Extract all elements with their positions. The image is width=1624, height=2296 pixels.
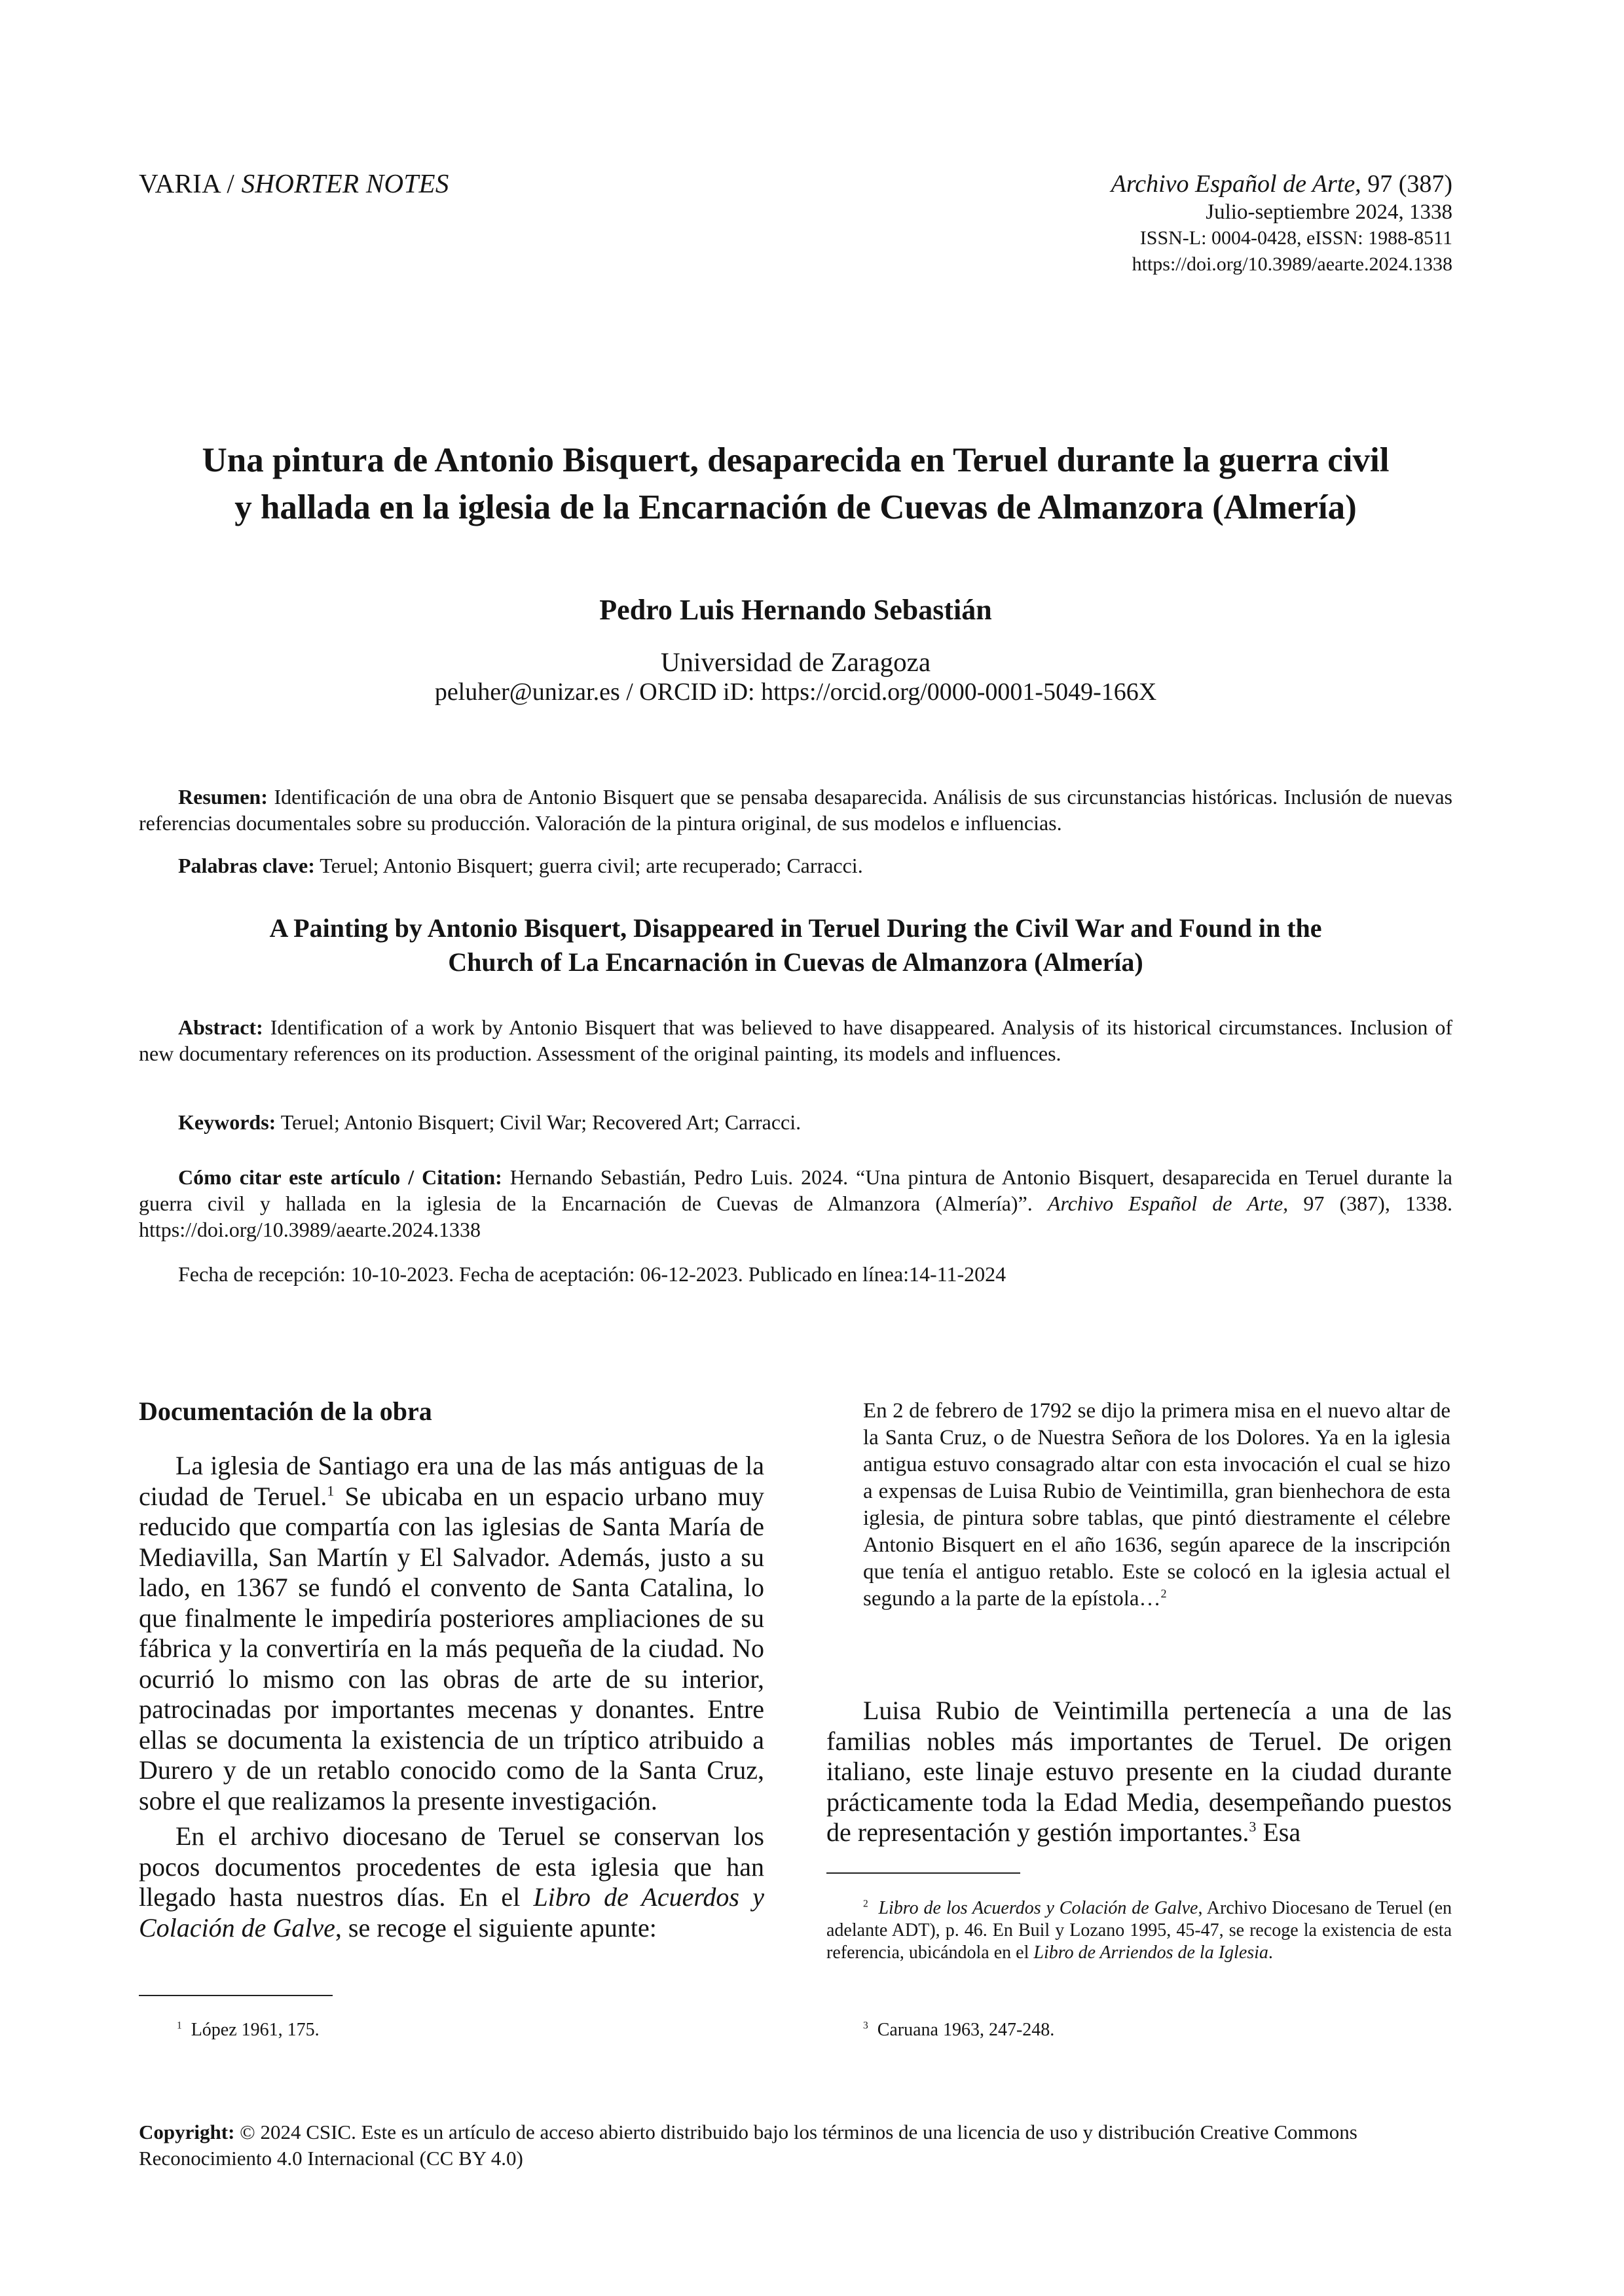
footnote-divider (826, 1872, 1020, 1874)
paragraph: En el archivo diocesano de Teruel se conservan los pocos documentos procedentes de esta iglesia que han llegado hasta nuestros días. En el Libro de Acuerdos y Colación de Galve, se recoge el siguiente apunte: (139, 1821, 764, 1942)
footnote-ref[interactable]: 2 (1160, 1587, 1167, 1600)
left-column (139, 1451, 764, 1948)
right-column (826, 1696, 1452, 1853)
block-quote: En 2 de febrero de 1792 se dijo la primera misa en el nuevo altar de la Santa Cruz, o de Nuestra Señora de los Dolores. Ya en la iglesia antigua estuvo consagrado altar con esta invocación el cual se hizo a expensas de Luisa Rubio de Veintimilla, gran bienhechora de esta iglesia, de pintura sobre tablas, que pintó diestramente el célebre Antonio Bisquert en el año 1636, según aparece de la inscripción que tenía el antiguo retablo. Este se colocó en la iglesia actual el segundo a la parte de la epístola…$^2$ (863, 1399, 1450, 1611)
footnote-1: $^1$ López 1961, 175. (177, 2020, 320, 2040)
journal-volume: 97 (387) (1367, 170, 1452, 198)
abstract-en: Abstract: Identification of a work by Antonio Bisquert that was believed to have disappeared. Analysis of its historical circumstances. Inclusion of new documentary references on its production. Assessment of the original painting, its models and influences. (139, 1015, 1452, 1065)
paragraph: La iglesia de Santiago era una de las más antiguas de la ciudad de Teruel.$^1$ Se ubicaba en un espacio urbano muy reducido que compartía con las iglesias de Santa María de Mediavilla, San Martín y El Salvador. Además, justo a su lado, en 1367 se fundó el convento de Santa Catalina, lo que finalmente le impediría posteriores ampliaciones de su fábrica y la convertiría en la más pequeña de la ciudad. No ocurrió lo mismo con las obras de arte de su interior, patrocinadas por importantes mecenas y donantes. Entre ellas se documenta la existencia de un tríptico atribuido a Durero y de un retablo conocido como de la Santa Cruz, sobre el que realizamos la presente investigación. (139, 1451, 765, 1815)
footnote-2: $^2$ Libro de los Acuerdos y Colación de Galve, Archivo Diocesano de Teruel (en adelante ADT), p. 46. En Buil y Lozano 1995, 45-47, se recoge la existencia de esta referencia, ubicándola en el Libro de Arriendos de la Iglesia. (826, 1898, 1452, 1963)
journal-name: Archivo Español de Arte, (1111, 170, 1361, 198)
footnote-3: $^3$ Caruana 1963, 247-248. (863, 2020, 1055, 2040)
section-label: VARIA / SHORTER NOTES (139, 168, 449, 198)
copyright-notice: Copyright: © 2024 CSIC. Este es un artículo de acceso abierto distribuido bajo los términos de una licencia de uso y distribución Creative Commons Reconocimiento 4.0 Internacional (CC BY 4.0) (139, 2121, 1357, 2170)
paragraph: Luisa Rubio de Veintimilla pertenecía a una de las familias nobles más importantes de Teruel. De origen italiano, este linaje estuvo presente en la ciudad durante prácticamente toda la Edad Media, desempeñando puestos de representación y gestión importantes.$^3$ Esa (826, 1696, 1452, 1847)
footnote-ref[interactable]: 3 (1249, 1818, 1257, 1835)
footnote-ref[interactable]: 1 (327, 1482, 335, 1499)
author-contact[interactable]: peluher@unizar.es / ORCID iD: https://orcid.org/0000-0001-5049-166X (434, 678, 1157, 706)
journal-issue: Julio-septiembre 2024, 1338 (1206, 200, 1452, 224)
english-title: A Painting by Antonio Bisquert, Disappeared in Teruel During the Civil War and Found in the Church of La Encarnación in Cuevas de Almanzora (Almería) (269, 913, 1322, 977)
keywords-es: Palabras clave: Teruel; Antonio Bisquert; guerra civil; arte recuperado; Carracci. (178, 854, 863, 877)
author-name: Pedro Luis Hernando Sebastián (599, 594, 992, 626)
journal-issn: ISSN-L: 0004-0428, eISSN: 1988-8511 (1139, 227, 1452, 249)
journal-doi[interactable]: https://doi.org/10.3989/aearte.2024.1338 (1132, 253, 1452, 275)
journal-info (1111, 169, 1452, 278)
publication-dates: Fecha de recepción: 10-10-2023. Fecha de aceptación: 06-12-2023. Publicado en línea:14-11-2024 (178, 1262, 1006, 1286)
article-title: Una pintura de Antonio Bisquert, desaparecida en Teruel durante la guerra civil y hallada en la iglesia de la Encarnación de Cuevas de Almanzora (Almería) (202, 441, 1390, 526)
citation: Cómo citar este artículo / Citation: Hernando Sebastián, Pedro Luis. 2024. “Una pintura de Antonio Bisquert, desaparecida en Teruel durante la guerra civil y hallada en la iglesia de la Encarnación de Cuevas de Almanzora (Almería)”. Archivo Español de Arte, 97 (387), 1338. https://doi.org/10.3989/aearte.2024.1338 (139, 1165, 1453, 1241)
keywords-en: Keywords: Teruel; Antonio Bisquert; Civil War; Recovered Art; Carracci. (178, 1110, 802, 1134)
footnote-divider (139, 1995, 333, 1996)
abstract-es: Resumen: Identificación de una obra de Antonio Bisquert que se pensaba desaparecida. Análisis de sus circunstancias históricas. Inclusión de nuevas referencias documentales sobre su producción. Valoración de la pintura original, de sus modelos e influencias. (139, 785, 1452, 835)
section-label-en: SHORTER NOTES (241, 168, 449, 198)
author-affiliation: Universidad de Zaragoza (660, 647, 931, 677)
section-heading: Documentación de la obra (139, 1396, 432, 1426)
